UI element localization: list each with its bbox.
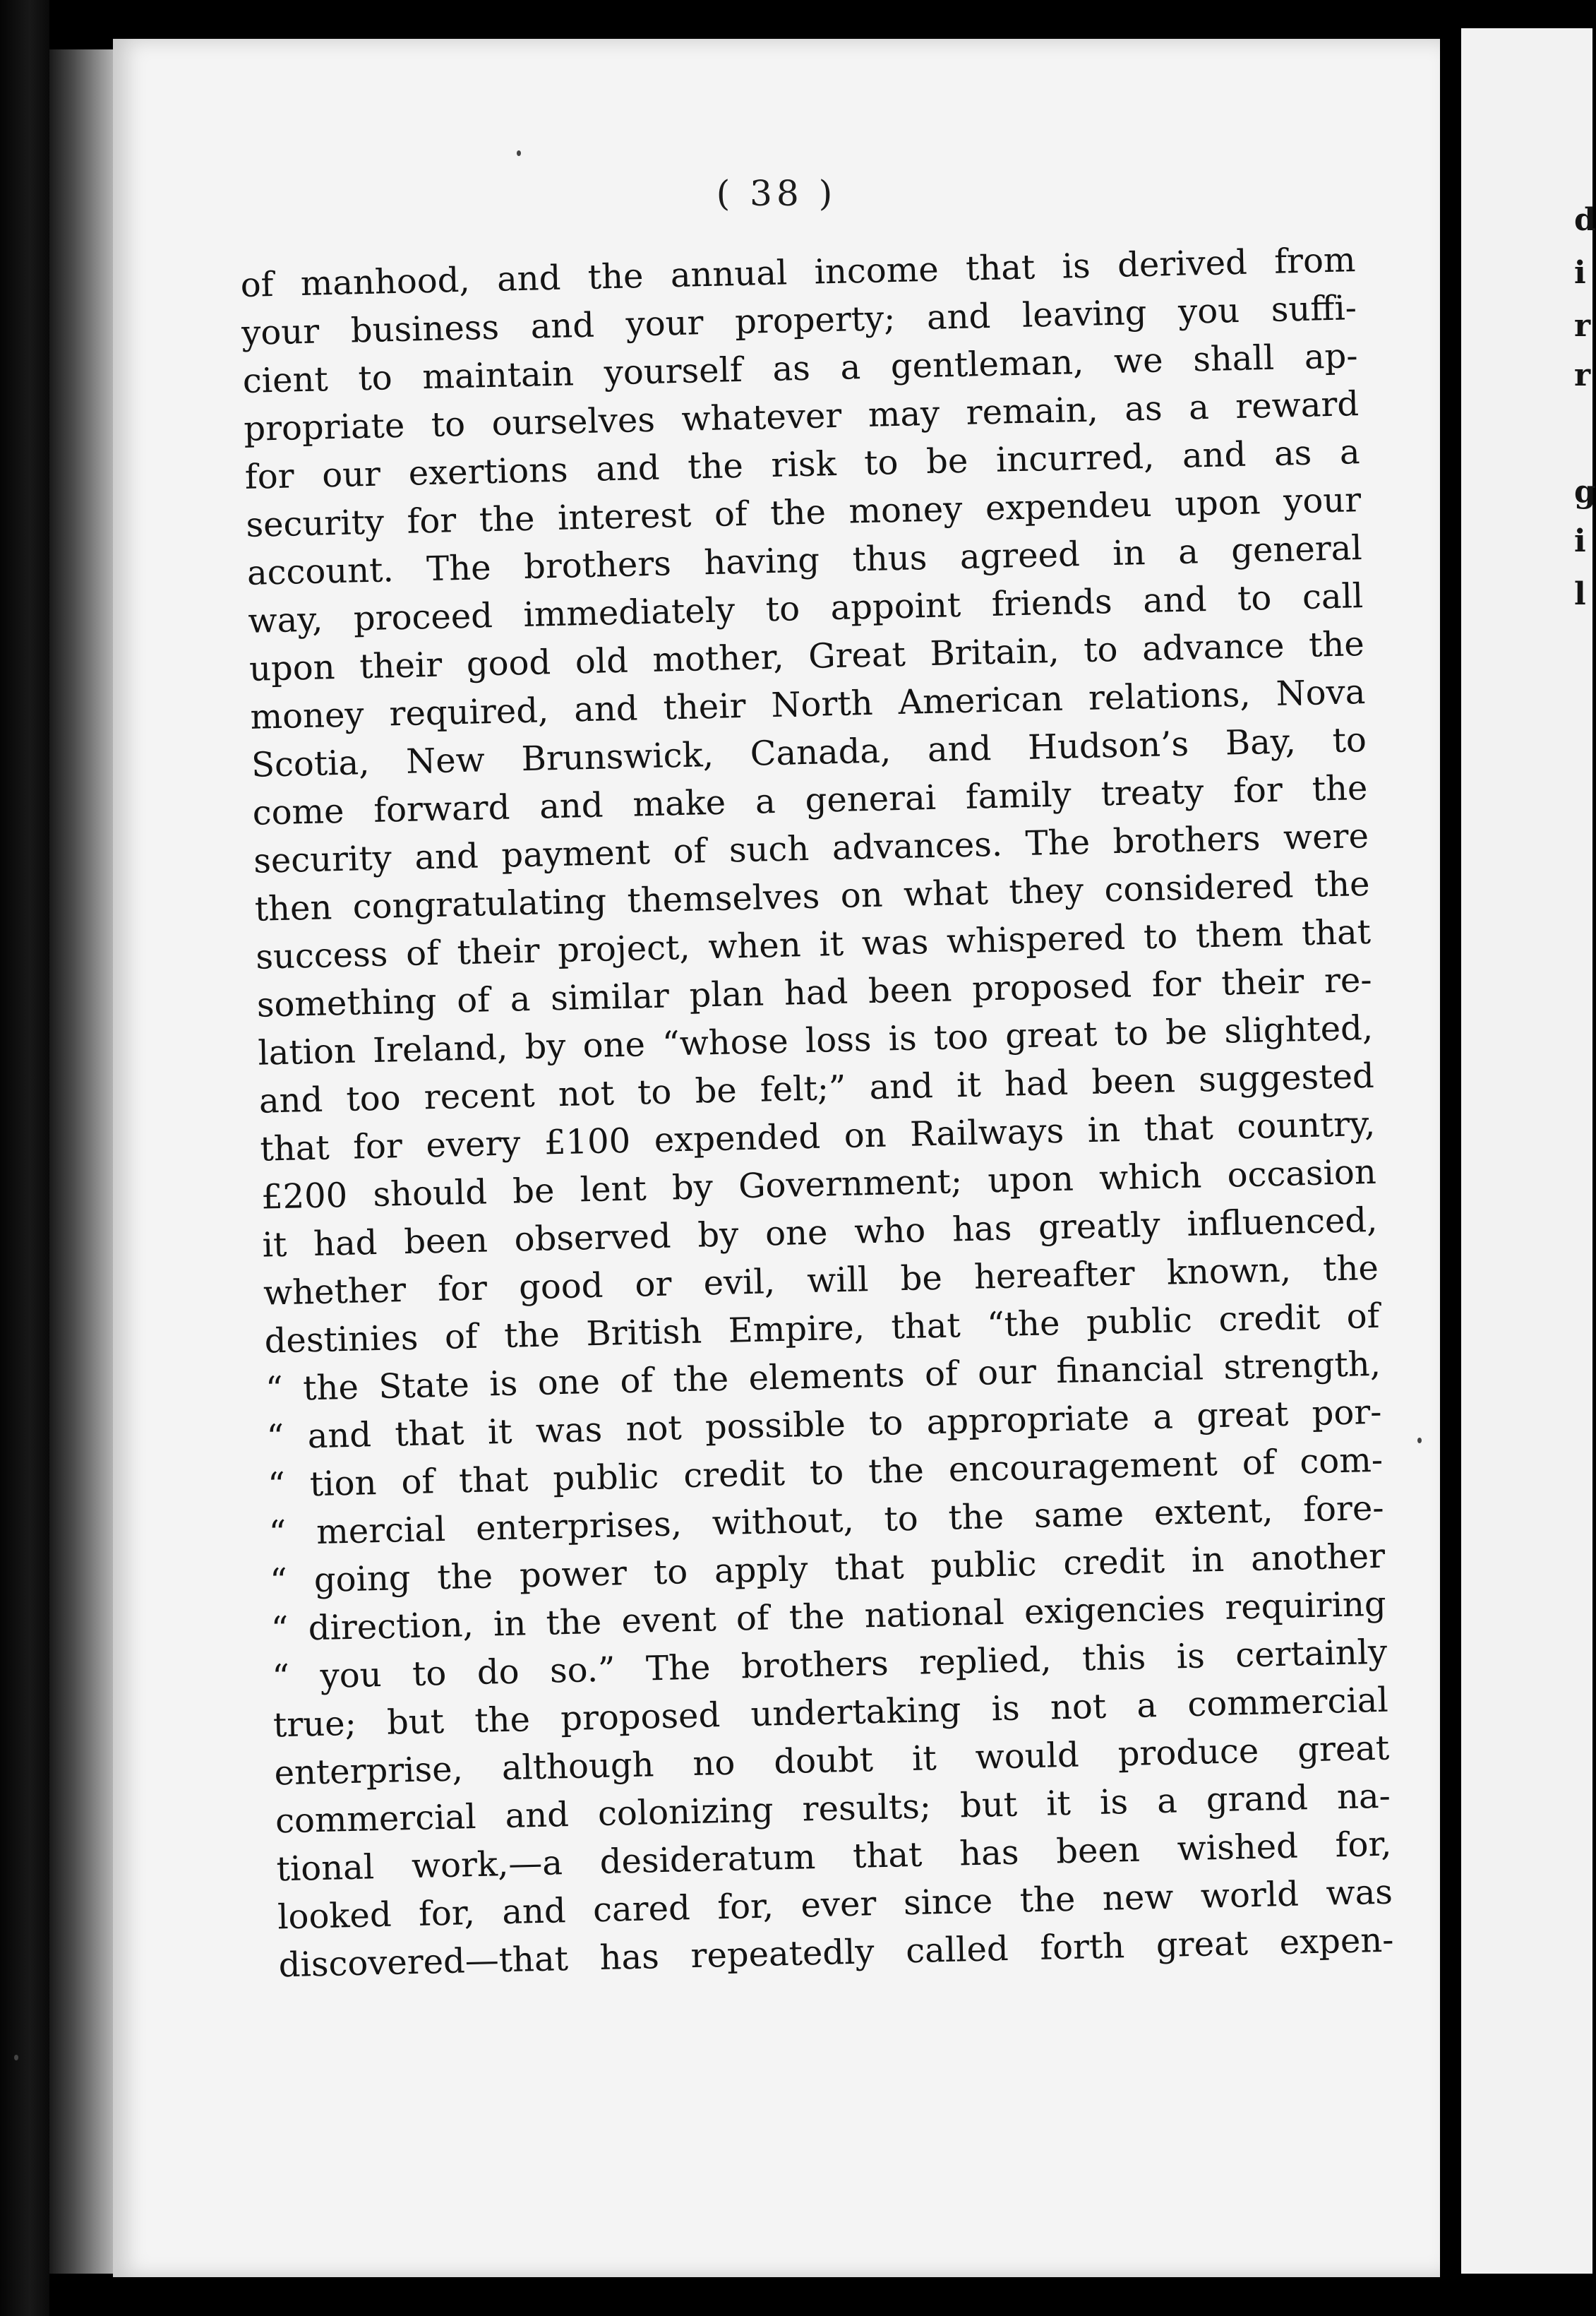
text-line: “ the State is one of the elements of our financial strength, [265, 1344, 1381, 1409]
text-line: tional work,—a desideratum that has been wished for, [276, 1824, 1392, 1890]
text-line: account. The brothers having thus agreed in a general [246, 528, 1363, 593]
adjacent-page-fragment: d [1574, 202, 1596, 238]
text-line: enterprise, although no doubt it would produce great [273, 1728, 1390, 1793]
text-line: “ going the power to apply that public credit in another [269, 1536, 1386, 1601]
text-line: money required, and their North American relations, Nova [250, 671, 1366, 737]
text-line: security for the interest of the money expendeu upon your [245, 480, 1362, 545]
text-line: whether for good or evil, will be hereafter known, the [263, 1248, 1379, 1313]
text-line: cient to maintain yourself as a gentleman, we shall ap- [242, 336, 1359, 401]
text-line: of manhood, and the annual income that is derived from [240, 240, 1356, 305]
adjacent-page-fragment: i [1574, 523, 1586, 559]
text-line: “ mercial enterprises, without, to the same extent, fore- [268, 1488, 1385, 1553]
text-line: destinies of the British Empire, that “the public credit of [264, 1296, 1380, 1361]
scan-left-edge [0, 0, 49, 2316]
page-body-text [240, 236, 1394, 1989]
text-line: security and payment of such advances. The brothers were [253, 816, 1369, 881]
text-line: and too recent not to be felt;” and it had been suggested [258, 1056, 1375, 1121]
text-line: “ you to do so.” The brothers replied, this is certainly [271, 1632, 1388, 1697]
adjacent-page-fragment: g [1574, 474, 1596, 510]
text-line: come forward and make a generai family treaty for the [252, 768, 1368, 833]
adjacent-page-fragment: r [1574, 308, 1591, 344]
text-line: propriate to ourselves whatever may remain, as a reward [243, 384, 1360, 449]
text-line: commercial and colonizing results; but it is a grand na- [275, 1776, 1391, 1842]
text-line: something of a similar plan had been proposed for their re- [256, 960, 1373, 1025]
text-line: “ direction, in the event of the national exigencies requiring [270, 1584, 1387, 1649]
adjacent-page-fragment: l [1574, 576, 1586, 612]
text-line: then congratulating themselves on what they considered the [254, 864, 1371, 929]
adjacent-page-fragment: r [1574, 357, 1591, 393]
text-line: lation Ireland, by one “whose loss is too great to be slighted, [257, 1008, 1374, 1073]
text-line: for our exertions and the risk to be incurred, and as a [244, 432, 1361, 497]
ink-speck [517, 150, 521, 156]
text-line: upon their good old mother, Great Britain, to advance the [248, 624, 1365, 689]
text-line: discovered—that has repeatedly called forth great expen- [278, 1920, 1394, 1986]
text-line: it had been observed by one who has greatly influenced, [261, 1200, 1378, 1265]
page-number: ( 38 ) [716, 173, 837, 214]
text-line: “ tion of that public credit to the encouragement of com- [267, 1440, 1384, 1505]
ink-speck [14, 2055, 18, 2060]
adjacent-page-fragment: i [1574, 255, 1586, 291]
text-line: success of their project, when it was whispered to them that [255, 912, 1372, 977]
text-line: that for every £100 expended on Railways in that country, [259, 1104, 1376, 1169]
text-line: £200 should be lent by Government; upon which occasion [260, 1152, 1377, 1217]
adjacent-page-edge [1461, 28, 1596, 2274]
page-gutter [1440, 0, 1461, 2316]
text-line: looked for, and cared for, ever since the new world was [277, 1872, 1393, 1938]
text-line: way, proceed immediately to appoint friends and to call [247, 576, 1364, 641]
text-line: your business and your property; and leaving you suffi- [241, 288, 1357, 353]
text-line: Scotia, New Brunswick, Canada, and Hudson’s Bay, to [251, 720, 1367, 785]
ink-speck [1417, 1438, 1422, 1443]
text-line: “ and that it was not possible to appropriate a great por- [266, 1392, 1383, 1457]
text-line: true; but the proposed undertaking is not a commercial [272, 1680, 1389, 1745]
